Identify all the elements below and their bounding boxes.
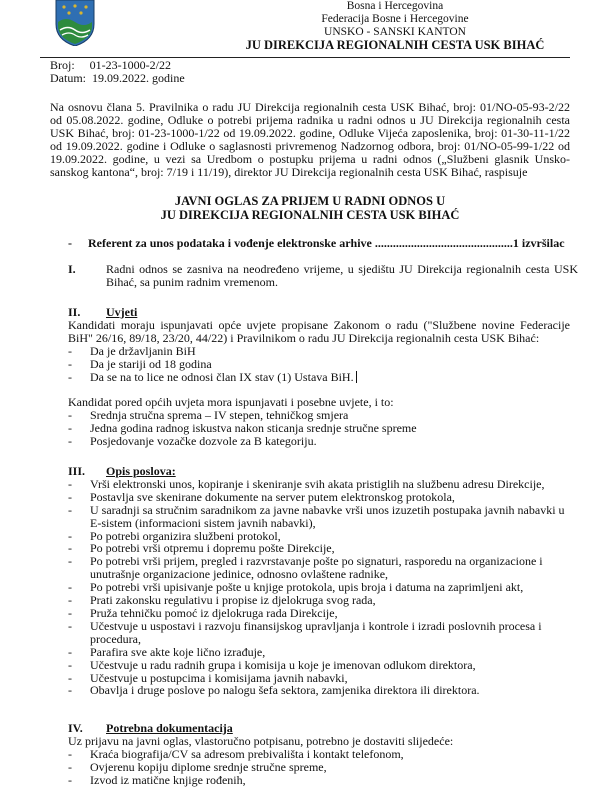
section-2 [68, 306, 578, 448]
duty-item: - Pruža tehničku pomoć iz djelokruga rada Direkcije, [68, 605, 338, 620]
text-cursor [356, 371, 357, 383]
document-date: Datum: 19.09.2022. godine [50, 71, 185, 85]
title-line-1: JAVNI OGLAS ZA PRIJEM U RADNI ODNOS U [174, 194, 446, 208]
duty-item: - Po potrebi vrši otpremu i dopremu pošte Direkcije, [68, 541, 335, 556]
section-4-heading-row [68, 722, 578, 735]
position-line [68, 237, 578, 250]
section-4-number: IV. [68, 721, 83, 735]
special-condition-item: - Posjedovanje vozačke dozvole za B kategoriju. [68, 434, 317, 449]
duty-item: - Obavlja i druge poslove po nalogu šefa sektora, zamjenika direktora ili direktora. [68, 683, 480, 698]
section-3-heading-row [68, 465, 578, 478]
duty-item: - Postavlja sve skenirane dokumente na server putem elektronskog protokola, [68, 489, 455, 504]
section-2-number: II. [68, 305, 81, 319]
title-line-2: JU DIREKCIJA REGIONALNIH CESTA USK BIHAĆ [160, 208, 460, 222]
letterhead-federation: Federacija Bosne i Hercegovine [321, 13, 469, 25]
letterhead-canton: UNSKO - SANSKI KANTON [324, 26, 466, 38]
document-title [50, 194, 570, 222]
section-1 [68, 263, 578, 289]
coat-of-arms-icon [54, 0, 96, 46]
section-3-heading: Opis poslova: [106, 464, 176, 478]
special-condition-item: - Jedna godina radnog iskustva nakon sticanja srednje stručne spreme [68, 421, 417, 436]
section-4 [68, 722, 578, 787]
duty-item: - Učestvuje u postupcima i komisijama javnih nabavki, [68, 670, 348, 685]
letterhead-country: Bosna i Hercegovina [346, 0, 444, 12]
duty-item: - Po potrebi vrši prijem, pregled i razvrstavanje pošte po signaturi, rasporedu na organizacione i unutrašnje organizacione jedinice, odnosno ovlaštene radnike, [68, 554, 543, 582]
document-number: Broj: 01-23-1000-2/22 [50, 58, 171, 72]
section-2-heading-row [68, 306, 578, 319]
document-item: - Ovjerenu kopiju diplome srednje stručne spreme, [68, 759, 327, 774]
duty-item: - Po potrebi vrši upisivanje pošte u knjige protokola, upis broja i datuma na zaprimljeni akt, [68, 580, 524, 595]
document-item: - Kraća biografija/CV sa adresom prebivališta i kontakt telefonom, [68, 746, 404, 761]
letterhead [180, 0, 602, 52]
duty-item: - Po potrebi organizira službeni protokol, [68, 528, 281, 543]
general-condition-item: - Da se na to lice ne odnosi član IX stav (1) Ustava BiH. [68, 371, 578, 384]
document-item: - Izvod iz matične knjige rođenih, [68, 772, 246, 787]
section-2-paragraph-2: Kandidat pored općih uvjeta mora ispunjavati i posebne uvjete, i to: [68, 395, 394, 410]
duty-item: - Prati zakonsku regulativu i propise iz djelokruga svog rada, [68, 593, 376, 608]
special-condition-item: - Srednja stručna sprema – IV stepen, tehničkog smjera [68, 408, 349, 423]
duty-item: - Parafira sve akte koje lično izrađuje, [68, 644, 266, 659]
section-3-number: III. [68, 464, 86, 478]
duty-item: - U saradnji sa stručnim saradnikom za javne nabavke vrši unos izuzetih postupaka javnih nabavki u E-sistem (informacioni sistem javnih nabavki), [68, 502, 565, 530]
position-dash: - [68, 236, 72, 250]
general-condition-item: - Da je državljanin BiH [68, 343, 196, 358]
document-meta [50, 59, 185, 85]
section-4-paragraph: Uz prijavu na javni oglas, vlastoručno potpisanu, potrebno je dostaviti slijedeće: [68, 733, 454, 748]
section-2-heading: Uvjeti [106, 305, 138, 319]
section-1-number: I. [68, 262, 76, 276]
section-3 [68, 465, 578, 697]
letterhead-institution: JU DIREKCIJA REGIONALNIH CESTA USK BIHAĆ [245, 38, 545, 52]
duty-item: - Učestvuje u uspostavi i razvoju finansijskog upravljanja i kontrole i izradi poslovnih procesa i procedura, [68, 618, 542, 646]
section-2-paragraph: Kandidati moraju ispunjavati opće uvjete propisane Zakonom o radu ("Službene novine Federacije BiH" 26/16, 89/18, 23/20, 44/22) i Pravilnikom o radu JU Direkcija regionalnih cesta USK Bihać: [68, 317, 570, 345]
section-4-heading: Potrebna dokumentacija [106, 721, 233, 735]
section-1-text: Radni odnos se zasniva na neodređeno vrijeme, u sjedištu JU Direkcija regionalnih cesta USK Bihać, sa punim radnim vremenom. [106, 262, 578, 289]
duty-item: - Učestvuje u radu radnih grupa i komisija u koje je imenovan odlukom direktora, [68, 657, 476, 672]
duty-item: - Vrši elektronski unos, kopiranje i skeniranje svih akata pristiglih na službenu adresu Direkcije, [68, 476, 545, 491]
position-text: Referent za unos podataka i vođenje elektronske arhive ..............................................1 izvršilac [88, 236, 565, 250]
general-condition-item: - Da je stariji od 18 godina [68, 356, 212, 371]
intro-paragraph: Na osnovu člana 5. Pravilnika o radu JU Direkcija regionalnih cesta USK Bihać, broj: 01/NO-05-93-2/22 od 05.08.2022. godine, Odluke o potrebi prijema radnika u radni odnos u JU Direkcija regionalnih cesta USK Bihać, broj: 01-23-1000-1/22 od 19.09.2022. godine, Odluke Vijeća zaposlenika, broj: 01-30-11-1/22 od 19.09.2022. godine i Odluke o saglasnosti privremenog Nadzornog odbora, broj: 01/NO-05-99-1/22 od 19.09.2022. godine, u vezi sa Uredbom o postupku prijema u radni odnos („Službeni glasnik Unsko-sanskog kantona“, broj: 7/19 i 11/19), direktor JU Direkcija regionalnih cesta USK Bihać, raspisuje [50, 100, 570, 179]
